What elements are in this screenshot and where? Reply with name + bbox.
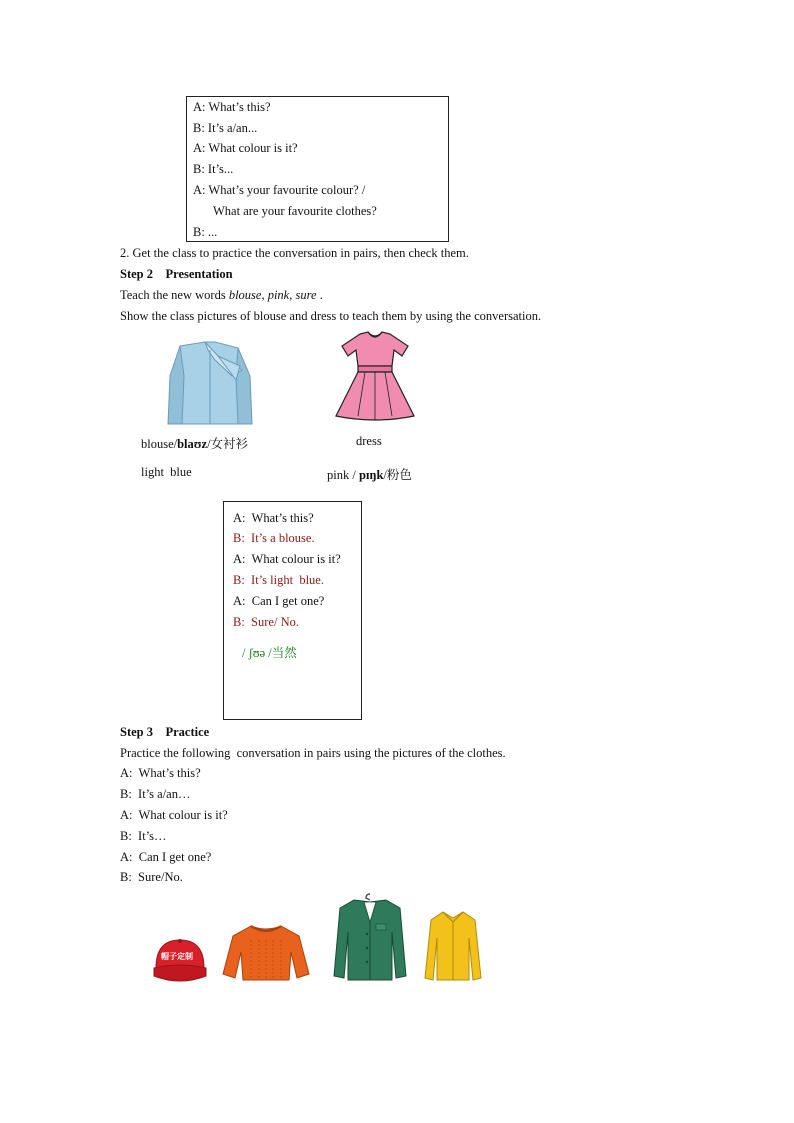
step3-intro: Practice the following conversation in pairs using the pictures of the clothes.: [120, 746, 506, 760]
box2-line-5: A: Can I get one?: [233, 594, 325, 608]
box1-line-4: B: It’s...: [193, 162, 234, 176]
step3-line-1: A: What’s this?: [120, 766, 201, 780]
sure-phonetic-note: / ʃʊə /当然: [242, 646, 297, 660]
box1-line-7: B: ...: [193, 225, 218, 239]
pink-ipa: pɪŋk: [358, 468, 384, 482]
step3-line-2: B: It’s a/an…: [120, 787, 191, 801]
box1-line-2: B: It’s a/an...: [193, 121, 258, 135]
blouse-label: [141, 434, 248, 452]
sweater-image: [221, 922, 311, 984]
box1-line-5: A: What’s your favourite colour? /: [193, 183, 366, 197]
box1-line-1: A: What’s this?: [193, 100, 271, 114]
step2-show-line: Show the class pictures of blouse and dress to teach them by using the conversation.: [120, 309, 542, 323]
step3-line-5: A: Can I get one?: [120, 850, 212, 864]
dress-label: dress: [356, 434, 382, 448]
step3-heading: Step 3 Practice: [120, 725, 210, 739]
blouse-ipa: blaʊz: [177, 437, 208, 451]
teach-sep: ,: [289, 288, 296, 302]
step2-teach-line: [120, 285, 323, 306]
coat-image: [330, 892, 410, 984]
step2-heading: Step 2 Presentation: [120, 267, 233, 281]
box1-line-3: A: What colour is it?: [193, 141, 298, 155]
blouse-word: blouse/: [141, 437, 178, 451]
box1-line-6: What are your favourite clothes?: [213, 204, 377, 218]
dress-image: [330, 328, 420, 423]
box2-line-6: B: Sure/ No.: [233, 615, 299, 629]
teach-words: blouse, pink: [228, 288, 290, 302]
box2-line-1: A: What’s this?: [233, 511, 314, 525]
blouse-chinese: /女衬衫: [207, 437, 249, 451]
teach-sure: sure: [295, 288, 317, 302]
box2-line-4: B: It’s light blue.: [233, 573, 324, 587]
shirt-image: [423, 908, 483, 982]
step3-line-3: A: What colour is it?: [120, 808, 228, 822]
box2-line-2: B: It’s a blouse.: [233, 531, 315, 545]
pink-label: [327, 465, 412, 483]
blouse-image: [160, 336, 260, 426]
box2-line-3: A: What colour is it?: [233, 552, 341, 566]
step1-item-2: 2. Get the class to practice the conversation in pairs, then check them.: [120, 246, 469, 260]
blouse-color: light blue: [141, 465, 192, 479]
teach-end: .: [316, 288, 323, 302]
teach-prefix: Teach the new words: [120, 288, 229, 302]
pink-word: pink /: [327, 468, 359, 482]
step3-line-6: B: Sure/No.: [120, 870, 183, 884]
step3-line-4: B: It’s…: [120, 829, 167, 843]
pink-chinese: /粉色: [383, 468, 412, 482]
cap-text: 帽子定制: [161, 952, 193, 961]
